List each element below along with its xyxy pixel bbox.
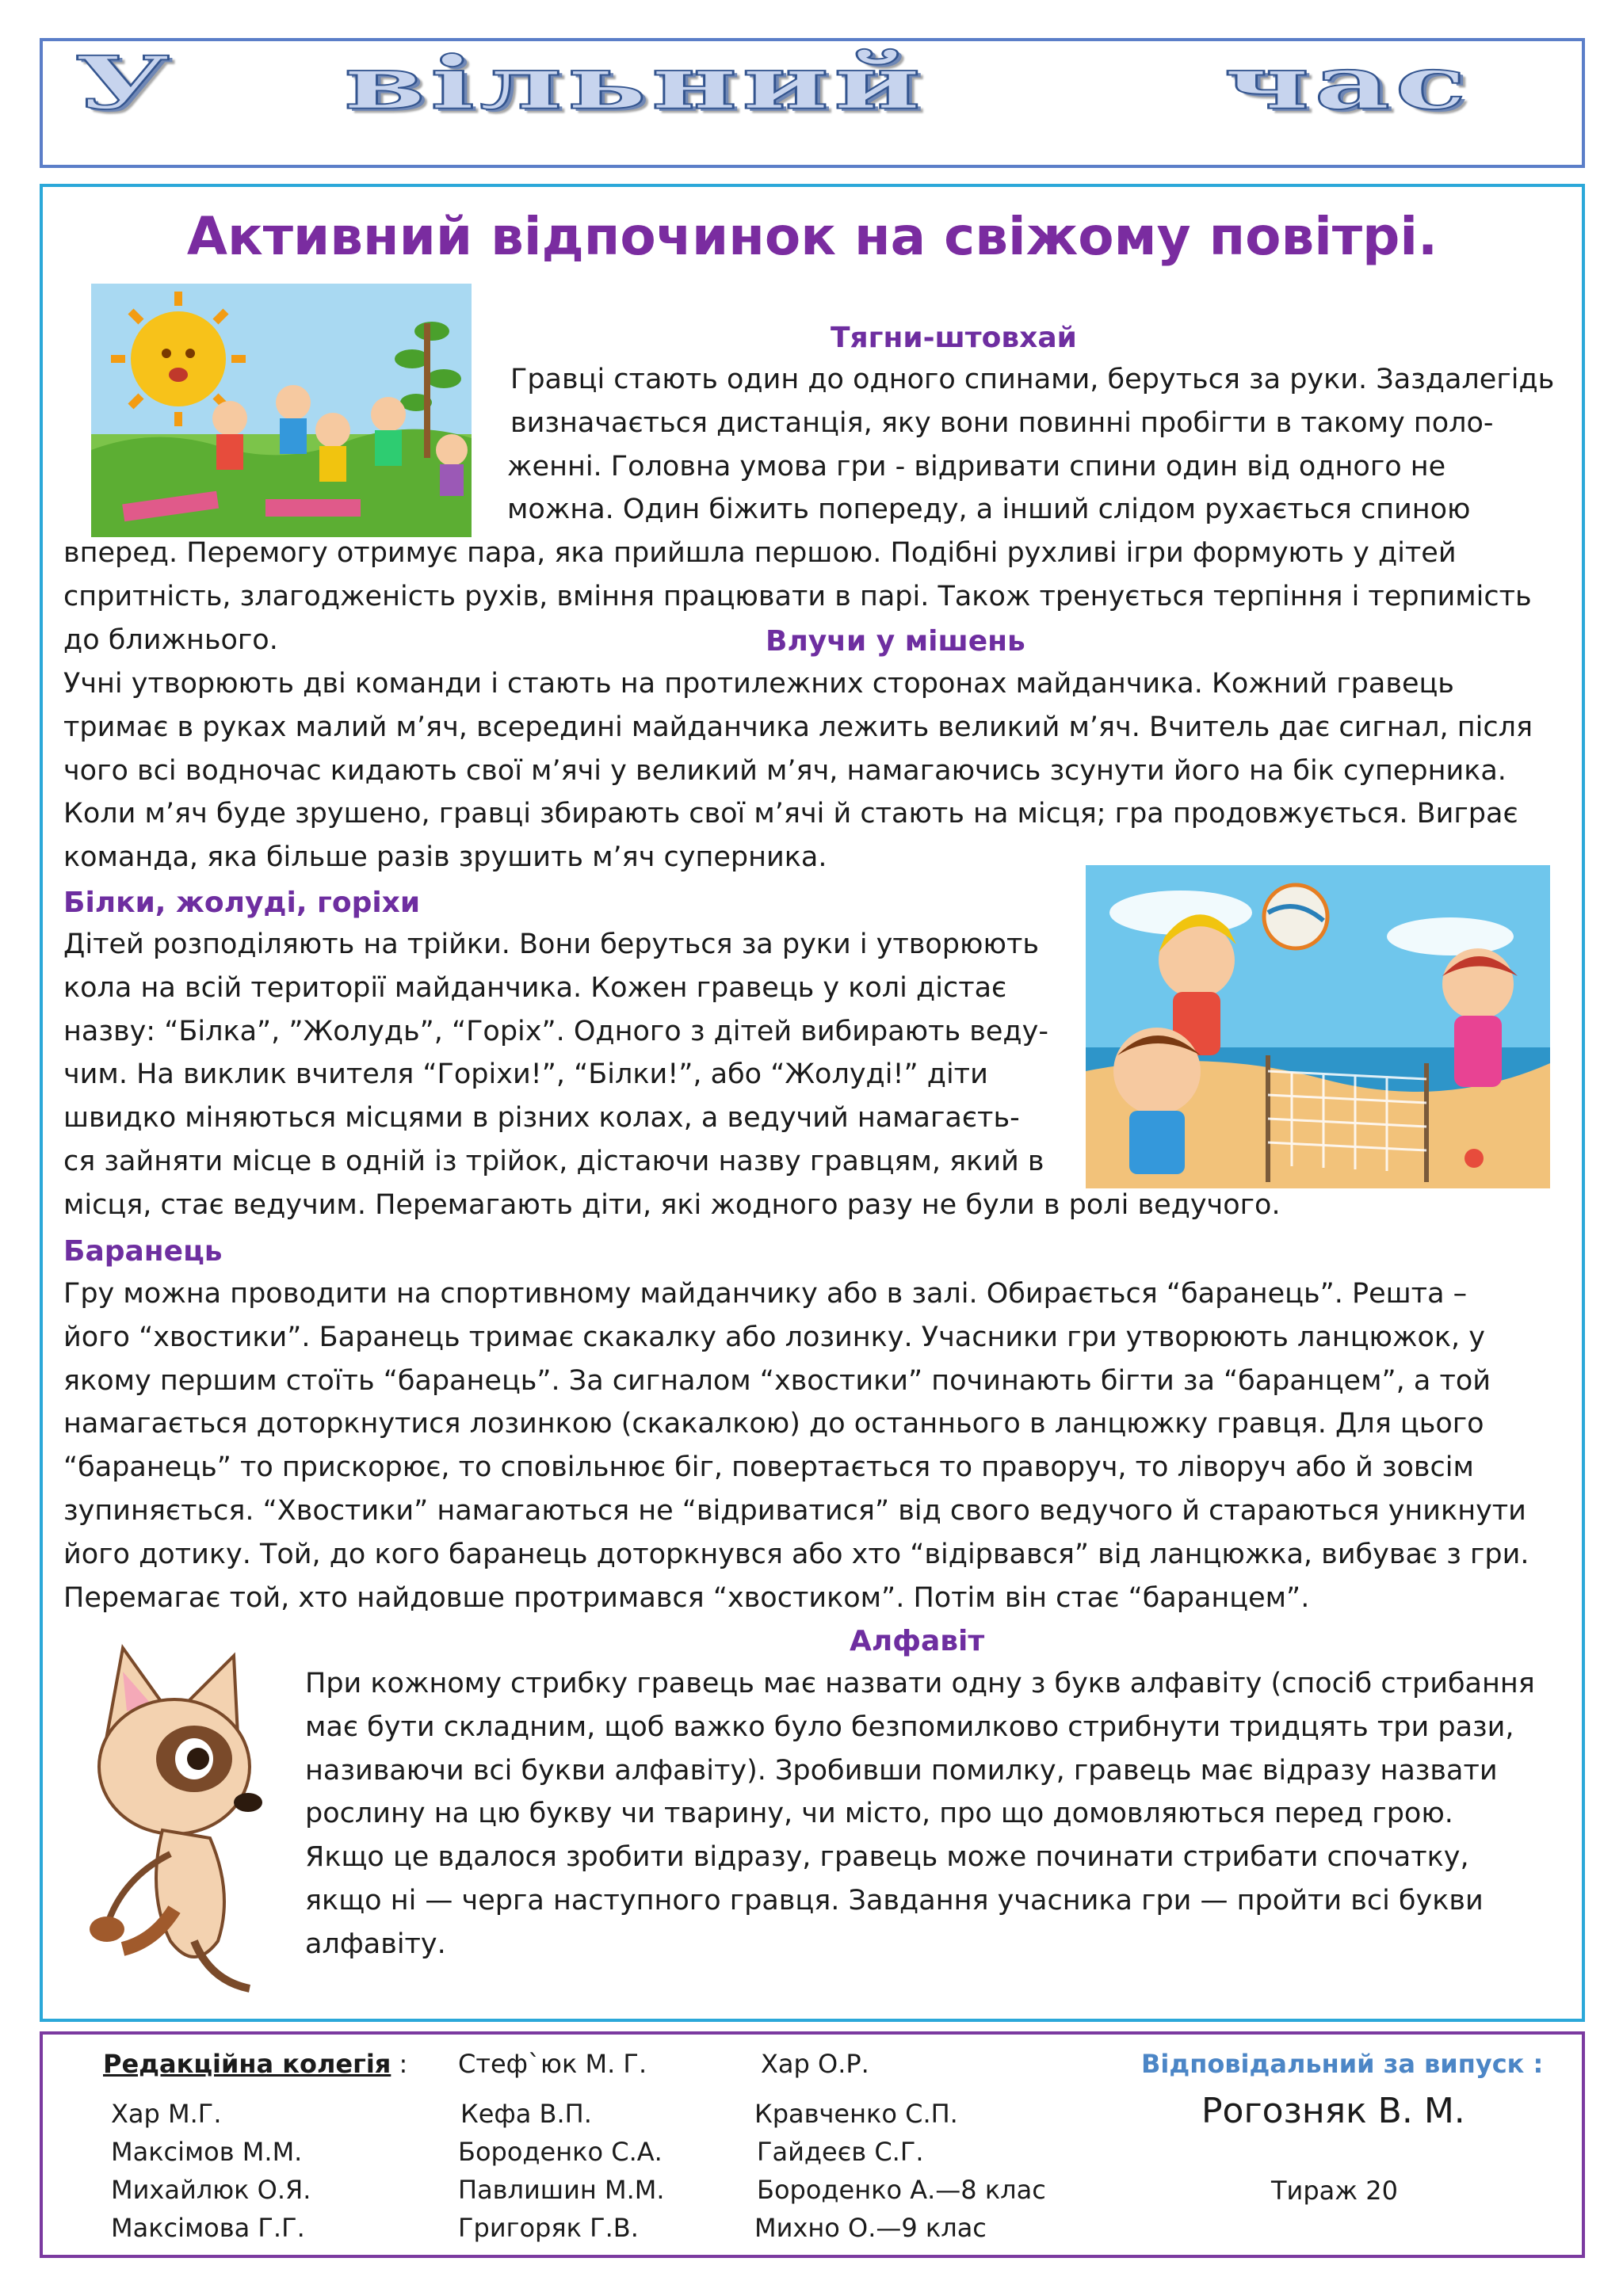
masthead-word-1: У bbox=[74, 40, 175, 126]
text-line: команда, яка більше разів зрушить м’яч суперника. bbox=[63, 841, 827, 874]
footer-column-3 bbox=[754, 2048, 1046, 2250]
circulation: Тираж 20 bbox=[1271, 2176, 1398, 2206]
section-text-baranets bbox=[63, 1272, 1529, 1619]
board-member: Хар О.Р. bbox=[761, 2049, 869, 2079]
text-line: Дітей розподіляють на трійки. Вони беруться за руки і утворюють bbox=[63, 929, 1039, 960]
section-heading-alfavit: Алфавіт bbox=[850, 1625, 985, 1657]
board-member: Бороденко С.А. bbox=[458, 2137, 663, 2167]
section-text-bilky bbox=[63, 923, 1281, 1227]
board-member: Григоряк Г.В. bbox=[458, 2213, 639, 2243]
text-line: якому першим стоїть “баранець”. За сигналом “хвостики” починають бігти за “баранцем”, а той bbox=[63, 1364, 1491, 1397]
section-heading-tyahny: Тягни-штовхай bbox=[831, 322, 1077, 354]
masthead-word-3: час bbox=[1224, 40, 1472, 126]
responsible-name: Рогозняк В. М. bbox=[1201, 2091, 1465, 2131]
kids-sun-drawing bbox=[91, 284, 472, 537]
section-text-tyahny bbox=[507, 358, 1554, 532]
text-line: його дотику. Той, до кого баранець доторкнувся або хто “відірвався” від ланцюжка, вибуває з гри. bbox=[63, 1538, 1529, 1570]
text-line: можна. Один біжить попереду, а інший слідом рухається спиною bbox=[507, 494, 1471, 526]
board-member: Кефа В.П. bbox=[460, 2099, 592, 2129]
text-line: кола на всій території майданчика. Кожен гравець у колі дістає bbox=[63, 971, 1007, 1004]
responsible-label: Відповідальний за випуск : bbox=[1141, 2049, 1544, 2079]
text-line: ся зайняти місце в одній із трійок, дістаючи назву гравцям, який в bbox=[63, 1145, 1044, 1177]
text-line: рослину на цю букву чи тварину, чи місто, про що домовляються перед грою. bbox=[305, 1798, 1453, 1830]
board-member: Павлишин М.М. bbox=[458, 2175, 665, 2205]
section-text-vluchy bbox=[63, 662, 1533, 879]
text-line: визначається дистанція, яку вони повинні пробігти в такому поло- bbox=[510, 406, 1494, 439]
text-line: до ближнього. bbox=[63, 624, 278, 656]
kitten-drawing bbox=[75, 1640, 273, 1997]
text-line: швидко міняються місцями в різних колах, а ведучий намагаєть- bbox=[63, 1102, 1020, 1135]
text-line: Гравці стають один до одного спинами, беруться за руки. Заздалегідь bbox=[510, 364, 1555, 395]
board-member: Стеф`юк М. Г. bbox=[458, 2049, 647, 2079]
board-member: Хар М.Г. bbox=[111, 2099, 222, 2129]
board-member: Михно О.—9 клас bbox=[754, 2213, 987, 2243]
kids-sun-illustration bbox=[91, 284, 472, 537]
text-line: має бути складним, щоб важко було безпомилково стрибнути тридцять три рази, bbox=[305, 1711, 1514, 1743]
text-line: чого всі водночас кидають свої м’ячі у великий м’яч, намагаючись зсунути його на бік суперника. bbox=[63, 754, 1507, 787]
text-line: Учні утворюють дві команди і стають на протилежних сторонах майданчика. Кожний гравець bbox=[63, 668, 1454, 700]
page-title: Активний відпочинок на свіжому повітрі. bbox=[186, 206, 1438, 267]
text-line: Якщо це вдалося зробити відразу, гравець може починати стрибати спочатку, bbox=[305, 1841, 1469, 1874]
board-member: Максімова Г.Г. bbox=[111, 2213, 305, 2243]
text-line: спритність, злагодженість рухів, вміння працювати в парі. Також тренується терпіння і терпимість bbox=[63, 580, 1532, 612]
footer-column-1 bbox=[111, 2098, 311, 2250]
editorial-board-title: Редакційна колегія bbox=[103, 2049, 391, 2079]
text-line: тримає в руках малий м’яч, всередині майданчика лежить великий м’яч. Вчитель дає сигнал, після bbox=[63, 711, 1533, 743]
masthead-word-2: вільний bbox=[344, 40, 926, 126]
board-member: Максімов М.М. bbox=[111, 2137, 303, 2167]
section-heading-bilky: Білки, жолуді, горіхи bbox=[63, 887, 421, 919]
text-line: якщо ні — черга наступного гравця. Завдання учасника гри — пройти всі букви bbox=[305, 1884, 1484, 1917]
text-line: женні. Головна умова гри - відривати спини один від одного не bbox=[507, 450, 1446, 482]
editorial-board-colon: : bbox=[399, 2049, 408, 2079]
kitten-illustration bbox=[75, 1640, 273, 1997]
text-line: вперед. Перемогу отримує пара, яка прийшла першою. Подібні рухливі ігри формують у дітей bbox=[63, 537, 1457, 569]
text-line: зупиняється. “Хвостики” намагаються не “відриватися” від свого ведучого й стараються уникнути bbox=[63, 1494, 1526, 1527]
board-member: Михайлюк О.Я. bbox=[111, 2175, 311, 2205]
board-member: Гайдеєв С.Г. bbox=[757, 2137, 924, 2167]
text-line: Гру можна проводити на спортивному майданчику або в залі. Обирається “баранець”. Решта – bbox=[63, 1278, 1468, 1310]
text-line: алфавіту. bbox=[305, 1928, 446, 1960]
section-heading-vluchy: Влучи у мішень bbox=[766, 625, 1025, 658]
text-line: Перемагає той, хто найдовше протримався “хвостиком”. Потім він стає “баранцем”. bbox=[63, 1581, 1310, 1614]
text-line: намагається доторкнутися лозинкою (скакалкою) до останнього в ланцюжку гравця. Для цього bbox=[63, 1408, 1484, 1440]
text-line: назву: “Білка”, ”Жолудь”, “Горіх”. Одного з дітей вибирають веду- bbox=[63, 1015, 1048, 1047]
section-heading-baranets: Баранець bbox=[63, 1235, 223, 1268]
masthead bbox=[40, 38, 1585, 168]
text-line: його “хвостики”. Баранець тримає скакалку або лозинку. Учасники гри утворюють ланцюжок, у bbox=[63, 1321, 1486, 1353]
editorial-board-label bbox=[103, 2048, 407, 2080]
text-line: називаючи всі букви алфавіту). Зробивши помилку, гравець має відразу назвати bbox=[305, 1754, 1498, 1787]
board-member: Кравченко С.П. bbox=[754, 2099, 958, 2129]
text-line: При кожному стрибку гравець має назвати одну з букв алфавіту (спосіб стрибання bbox=[305, 1668, 1535, 1699]
text-line: Коли м’яч буде зрушено, гравці збирають свої м’ячі й стають на місця; гра продовжується. Виграє bbox=[63, 798, 1518, 830]
text-line: місця, стає ведучим. Перемагають діти, які жодного разу не були в ролі ведучого. bbox=[63, 1188, 1281, 1221]
text-line: “баранець” то прискорює, то сповільнює біг, повертається то праворуч, то ліворуч або й зовсім bbox=[63, 1451, 1474, 1484]
section-text-alfavit bbox=[305, 1662, 1535, 1966]
text-line: чим. На виклик вчителя “Горіхи!”, “Білки!”, або “Жолуді!” діти bbox=[63, 1058, 988, 1091]
board-member: Бороденко А.—8 клас bbox=[757, 2175, 1046, 2205]
footer-column-2 bbox=[458, 2048, 665, 2250]
